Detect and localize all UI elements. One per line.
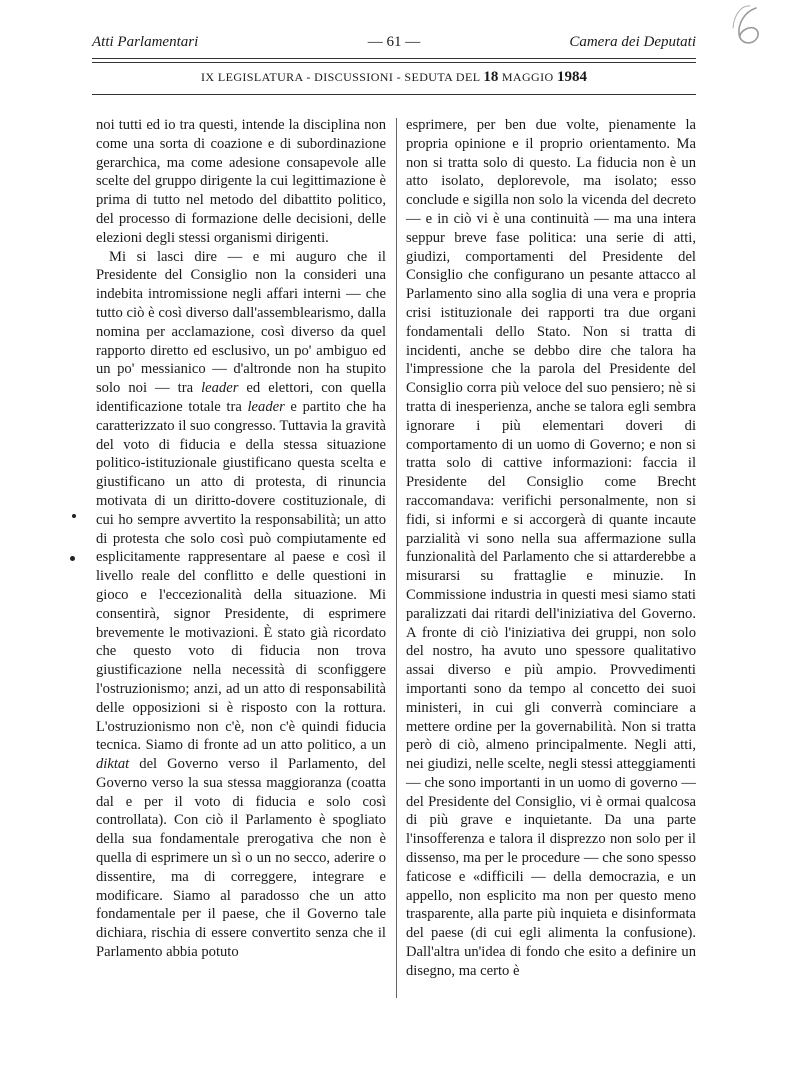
left-paragraph-1: noi tutti ed io tra questi, intende la disciplina non come una sorta di coazione e di subordinazione gerarchica, ma come adesione consapevole alle scelte del gruppo dirigente la cui legittimazione è prima di tutto nel metodo del dibattito politico, del processo di formazione delle decisioni, delle elezioni degli stessi organismi dirigenti.: [96, 117, 386, 246]
left-paragraph-2: Mi si lasci dire — e mi auguro che il Presidente del Consiglio non la consideri una indebita intromissione negli affari interni — che tutto ciò è così diverso dall'assemblearismo, dalla nomina per acclamazione, così diverso da quel rapporto diretto ed esclusivo, un po' ambiguo ed un po' messianico — d'altronde non ha stupito solo noi — tra leader ed elettori, con quella identificazione totale tra leader e partito che ha caratterizzato il suo congresso. Tuttavia la gravità del voto di fiducia e della stessa situazione politico-istituzionale giustificano questa scelta e giustificano un atto di protesta, di rinuncia motivata di un diritto-dovere costituzionale, di cui ho sempre avvertito la responsabilità; un atto di protesta che solo così può compiutamente ed esplicitamente rappresentare al paese e così il livello reale del conflitto e delle questioni in gioco e l'eccezionalità della situazione. Mi consentirà, signor Presidente, di esprimere brevemente le motivazioni. È stato già ricordato che questo voto di fiducia non trova giustificazione nella necessità di sconfiggere l'ostruzionismo; anzi, ad un atto di responsabilità delle opposizioni si è risposto con la rottura. L'ostruzionismo non c'è, non c'è quindi fiducia tecnica. Siamo di fronte ad un atto politico, a un diktat del Governo verso il Parlamento, del Governo verso la sua stessa maggioranza (coatta dal e per il voto di fiducia e solo così controllata). Con ciò il Parlamento è spogliato della sua fondamentale prerogativa che non è quella di esprimere un sì o un no secco, aderire o dissentire, ma di correggere, integrare e modificare. Siamo al paradosso che un atto fondamentale per il paese, che il Governo tale dichiara, rischia di essere convertito senza che il Parlamento abbia potuto: [96, 248, 386, 961]
header-publication-title: Atti Parlamentari: [92, 34, 199, 50]
print-speck: [72, 514, 76, 518]
header-page-number: — 61 —: [367, 34, 421, 50]
right-paragraph-1: esprimere, per ben due volte, pienamente la propria opinione e il proprio orientamento. Ma non si tratta solo di questo. La fiducia non è un atto isolato, deplorevole, ma isolato; esso conclude e sigilla non solo la vicenda del decreto — e in ciò vi è una continuità — ma una intera seppur breve fase politica: una serie di atti, giudizi, comportamenti del Presidente del Consiglio che configurano un pesante attacco al Parlamento sino alla soglia di una vera e propria crisi istituzionale dei rapporti tra due organi fondamentali dello Stato. Non si tratta di incidenti, anche se debbo dire che talora ha l'impressione che la parola del Presidente del Consiglio corra più veloce del suo pensiero; nè si tratta di inesperienza, anche se talora egli sembra ignorare i più elementari doveri di comportamento di un uomo di Governo; e non si tratta solo di cattive informazioni: faccia il Presidente del Consiglio come Brecht raccomandava: verifichi personalmente, non si fidi, si informi e si accorgerà di quante incaute parzialità vi sono nella sua affermazione sulla funzionalità del Parlamento che si attarderebbe a misurarsi su frattaglie e minuzie. In Commissione industria in questi mesi siamo stati paralizzati dai ritardi dell'iniziativa del Governo. A fronte di ciò l'iniziativa dei gruppi, non solo del nostro, ha avuto uno spessore qualitativo assai diverso e più ampio. Provvedimenti importanti sono da tempo al concetto dei suoi ministeri, in cui gli converrà cominciare a mettere ordine per la governabilità. Non si tratta però di ciò, almeno principalmente. Negli atti, nei giudizi, nelle scelte, negli stessi atteggiamenti — che sono importanti in un uomo di governo — del Presidente del Consiglio, vi è ormai qualcosa di più grave e inquietante. Da una parte l'insofferenza e talora il disprezzo non solo per il dissenso, ma per le procedure — che sono spesso faticose e «difficili — della democrazia, e un appello, non esplicito ma non per questo meno trasparente, alla parte più inquieta e disinformata del paese (di cui egli alimenta la confusione). Dall'altra un'idea di fondo che esito a definire un disegno, ma certo è: [406, 117, 696, 979]
left-text-column: [96, 116, 386, 962]
session-prefix: IX LEGISLATURA - DISCUSSIONI - SEDUTA DEL: [201, 70, 481, 84]
session-day: 18: [483, 69, 499, 85]
header-rule-double: [92, 62, 696, 63]
print-speck: [70, 556, 75, 561]
session-subheader: [92, 67, 696, 87]
header-rule-top: [92, 58, 696, 59]
page-header: [92, 30, 696, 54]
handwritten-six-icon: [730, 4, 770, 50]
column-divider: [396, 118, 397, 998]
italic-leader: leader: [201, 380, 239, 397]
subheader-rule: [92, 94, 696, 95]
session-year: 1984: [556, 69, 587, 85]
italic-diktat: diktat: [96, 756, 130, 773]
italic-leader: leader: [247, 398, 285, 415]
header-chamber-name: Camera dei Deputati: [569, 34, 696, 50]
session-month: MAGGIO: [501, 70, 554, 84]
right-text-column: [406, 116, 696, 981]
handwritten-page-mark: [730, 4, 770, 50]
